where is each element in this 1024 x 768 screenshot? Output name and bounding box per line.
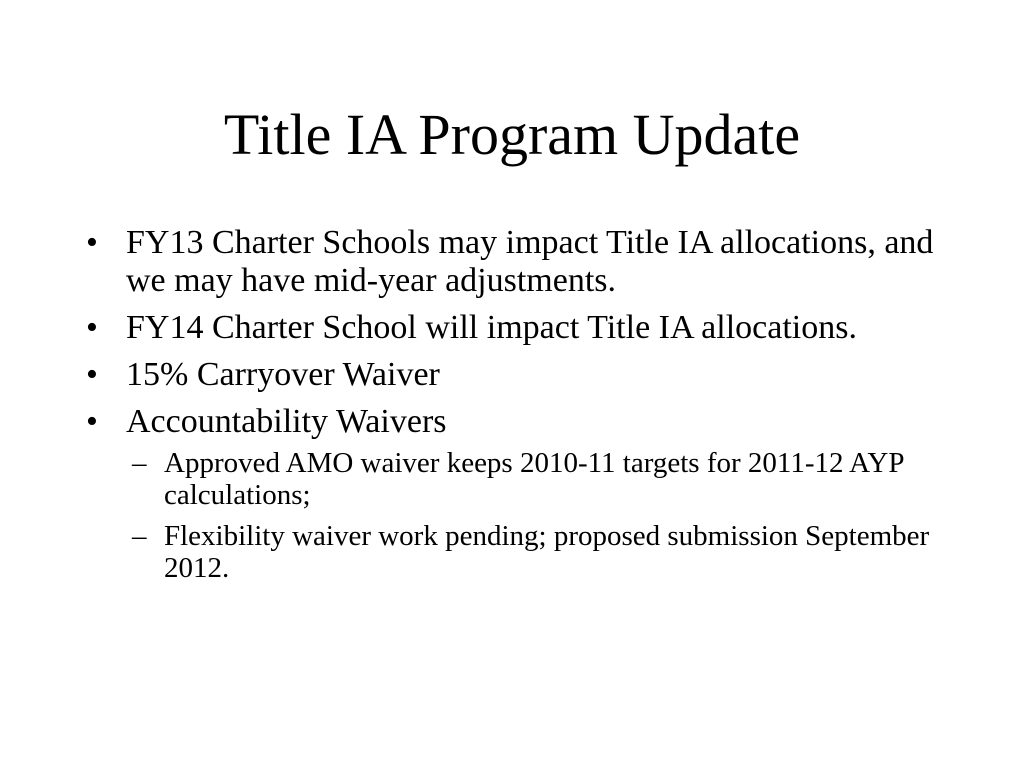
bullet-item xyxy=(86,403,946,584)
sub-bullet-item xyxy=(126,447,946,511)
bullet-marker: • xyxy=(86,356,98,393)
sub-bullet-marker: – xyxy=(132,447,147,479)
bullet-text: 15% Carryover Waiver xyxy=(126,356,440,393)
bullet-marker: • xyxy=(86,403,98,440)
slide-title: Title IA Program Update xyxy=(223,102,801,167)
bullet-text: FY14 Charter School will impact Title IA allocations. xyxy=(126,309,857,346)
bullet-marker: • xyxy=(86,309,98,346)
bullet-marker: • xyxy=(86,224,98,261)
bullet-text: Accountability Waivers xyxy=(126,403,447,440)
sub-bullet-marker: – xyxy=(132,520,147,552)
bullet-item xyxy=(86,309,946,347)
sub-bullet-text: Flexibility waiver work pending; proposed submission September 2012. xyxy=(164,520,930,584)
sub-bullet-list xyxy=(126,447,946,584)
bullet-list xyxy=(86,224,946,593)
bullet-text: FY13 Charter Schools may impact Title IA allocations, and we may have mid-year adjustments. xyxy=(126,224,934,299)
sub-bullet-text: Approved AMO waiver keeps 2010-11 targets for 2011-12 AYP calculations; xyxy=(164,447,904,511)
bullet-item xyxy=(86,224,946,300)
bullet-item xyxy=(86,356,946,394)
sub-bullet-item xyxy=(126,520,946,584)
